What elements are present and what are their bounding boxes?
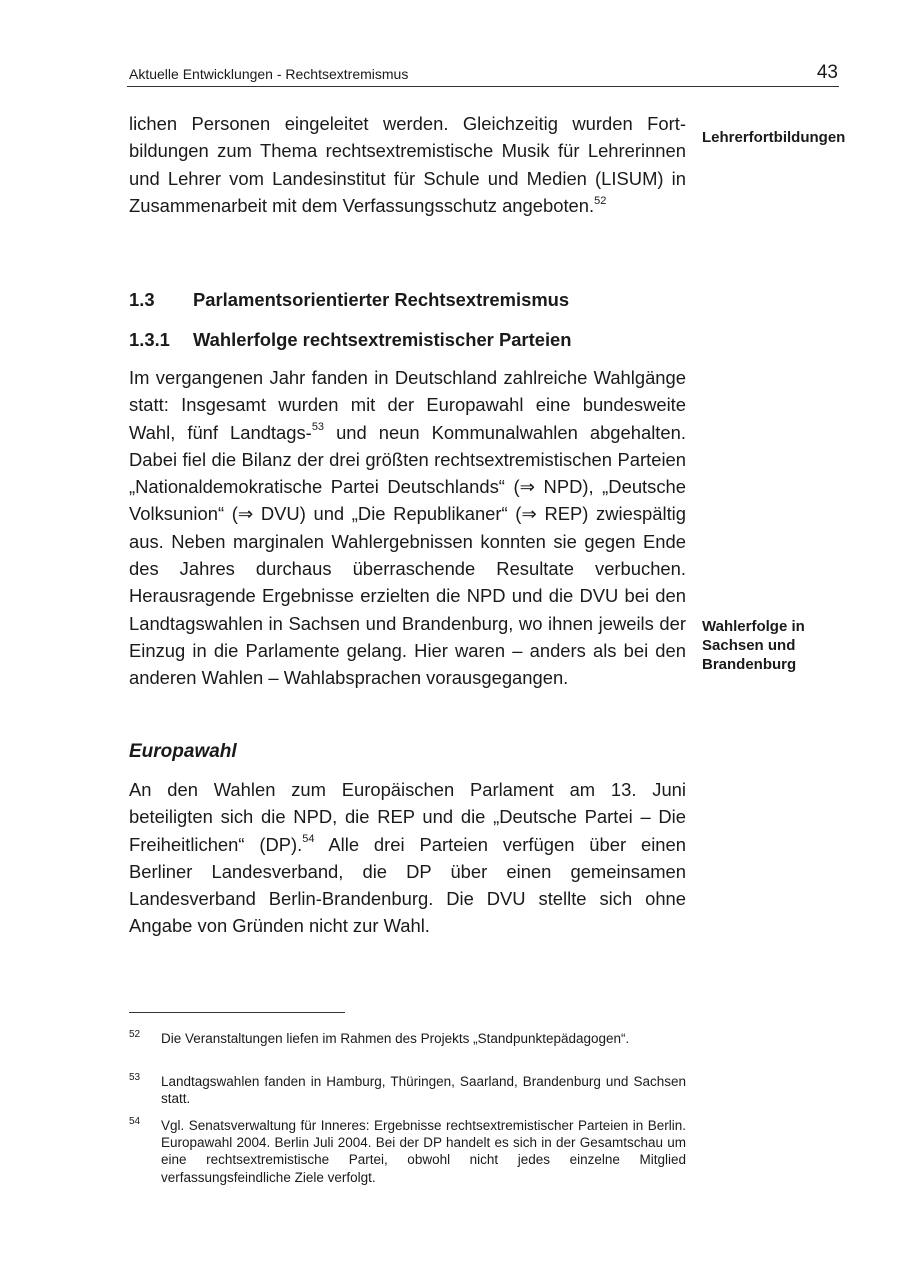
paragraph-text: Im vergangenen Jahr fanden in Deutschland zahlreiche Wahlgänge statt: Insgesamt wurden mit der Europawahl eine bundesweite Wahl, fünf Landtags-	[129, 367, 686, 443]
page-number: 43	[816, 62, 838, 83]
footnote-ref-53: 53	[311, 421, 325, 434]
footnote-text: Die Veranstaltungen liefen im Rahmen des Projekts „Standpunktepädagogen“.	[161, 1031, 630, 1046]
section-heading-1-3	[129, 289, 569, 311]
margin-note-teacher-training: Lehrerfortbildungen	[702, 129, 846, 146]
footnote-number: 54	[129, 1116, 141, 1127]
footnote-53	[129, 1073, 686, 1107]
section-heading-1-3-1	[129, 329, 572, 351]
section-title: Parlamentsorientierter Rechtsextremismus	[193, 289, 570, 310]
footnote-54	[129, 1117, 686, 1186]
paragraph-text: An den Wahlen zum Europäischen Parlament am 13. Juni beteiligten sich die NPD, die REP und die „Deutsche Partei – Die Freiheitlichen“ (DP).	[129, 779, 686, 855]
footnote-number: 52	[129, 1029, 141, 1040]
margin-note-election-success: Wahlerfolge in Sachsen und Brandenburg	[702, 618, 805, 673]
europawahl-heading: Europawahl	[129, 741, 237, 762]
header-rule	[127, 86, 839, 87]
paragraph-text: und neun Kommunalwahlen abgehalten. Dabei fiel die Bilanz der drei größten rechtsextremistischen Parteien „Nationaldemokratische Partei Deutschlands“ (⇒ NPD), „Deutsche Volksunion“ (⇒ DVU) und „Die Republikaner“ (⇒ REP) zwiespältig aus. Neben marginalen Wahlergebnissen konnten sie gegen Ende des Jahres durchaus überraschende Resultate verbuchen. Herausragende Ergebnisse erzielten die NPD und die DVU bei den Landtagswahlen in Sachsen und Brandenburg, wo ihnen jeweils der Einzug in die Parlamente gelang. Hier waren – anders als bei den anderen Wahlen – Wahlabsprachen vorausgegangen.	[129, 421, 686, 689]
intro-paragraph	[129, 110, 686, 219]
footnote-text: Vgl. Senatsverwaltung für Inneres: Ergebnisse rechtsextremistischer Parteien in Berlin. Europawahl 2004. Berlin Juli 2004. Bei der DP handelt es sich in der Gesamtschau um eine rechtsextremistische Partei, obwohl nicht jedes einzelne Mitglied verfassungsfeindliche Ziele verfolgt.	[161, 1118, 686, 1185]
section-title: Wahlerfolge rechtsextremistischer Parteien	[193, 329, 572, 350]
section-number: 1.3	[129, 289, 155, 310]
section-number: 1.3.1	[129, 329, 170, 350]
intro-text: lichen Personen eingeleitet werden. Gleichzeitig wurden Fortbildungen zum Thema rechtsextremistische Musik für Lehrerinnen und Lehrer vom Landesinstitut für Schule und Medien (LISUM) in Zusammenarbeit mit dem Verfassungsschutz angeboten.	[129, 113, 686, 216]
election-results-paragraph	[129, 364, 686, 692]
footnote-separator	[129, 1012, 345, 1013]
running-header-title: Aktuelle Entwicklungen - Rechtsextremismus	[129, 66, 409, 82]
footnote-52	[129, 1030, 686, 1047]
europawahl-paragraph	[129, 776, 686, 940]
footnote-ref-54: 54	[302, 833, 315, 846]
footnote-text: Landtagswahlen fanden in Hamburg, Thüringen, Saarland, Brandenburg und Sachsen statt.	[161, 1074, 686, 1107]
footnote-ref-52: 52	[594, 194, 607, 207]
footnote-number: 53	[129, 1072, 141, 1083]
paragraph-text: Alle drei Parteien verfügen über einen Berliner Landesverband, die DP über einen gemeinsamen Landesverband Berlin-Brandenburg. Die DVU stellte sich ohne Angabe von Gründen nicht zur Wahl.	[129, 833, 686, 937]
